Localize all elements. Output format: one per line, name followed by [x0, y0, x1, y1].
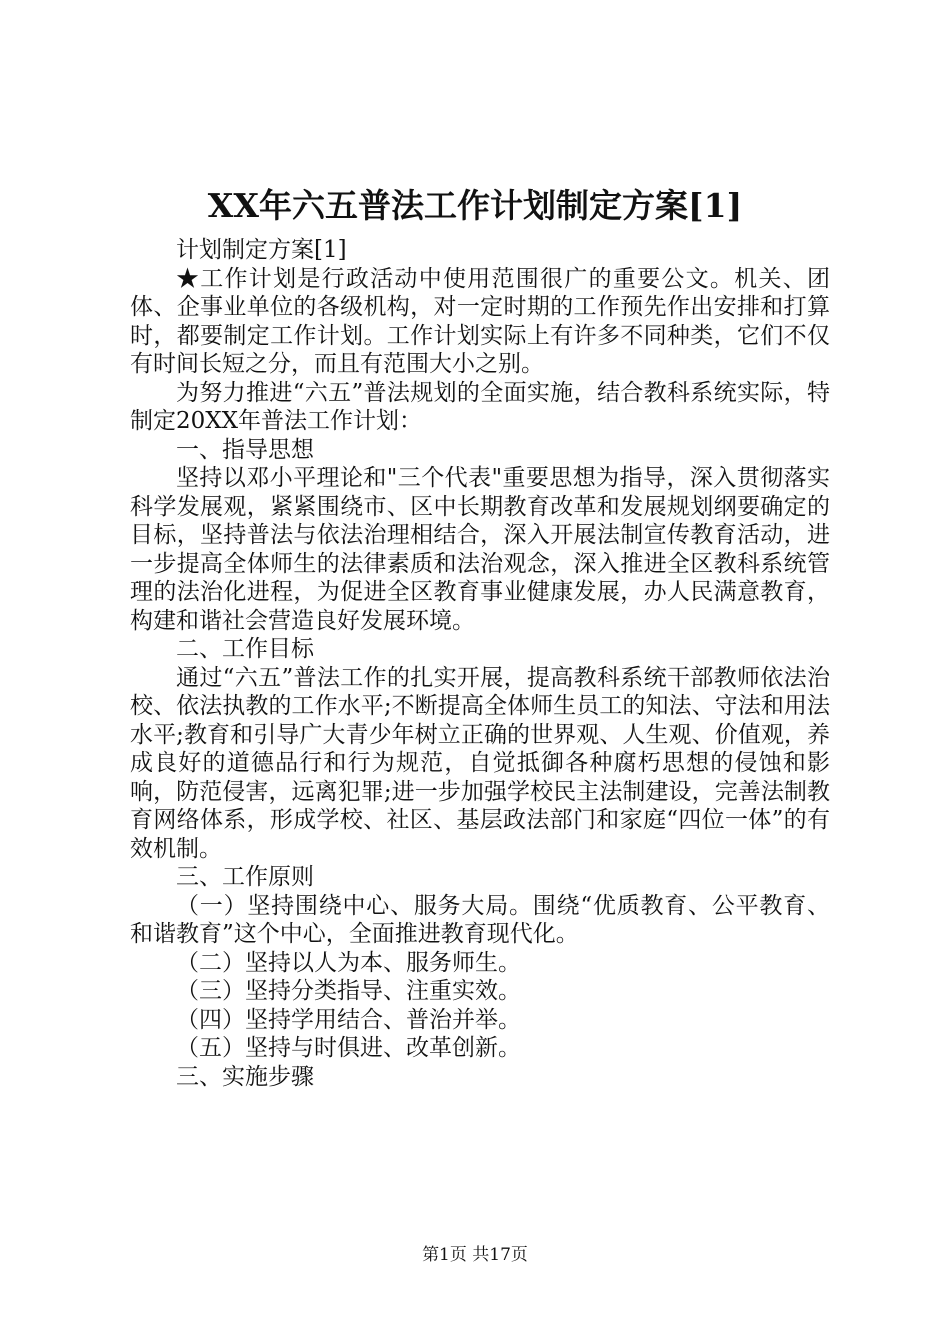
paragraph-purpose: 为努力推进“六五”普法规划的全面实施，结合教科系统实际，特制定20XX年普法工作计划：: [130, 379, 830, 434]
principle-item: （五）坚持与时俱进、改革创新。: [176, 1035, 521, 1061]
paragraph-intro: ★工作计划是行政活动中使用范围很广的重要公文。机关、团体、企事业单位的各级机构，对一定时期的工作预先作出安排和打算时，都要制定工作计划。工作计划实际上有许多不同种类，它们不仅有时间长短之分，而且有范围大小之别。: [130, 265, 830, 377]
principle-item: （一）坚持围绕中心、服务大局。围绕“优质教育、公平教育、和谐教育”这个中心，全面推进教育现代化。: [130, 892, 830, 947]
page-footer: 第1页 共17页: [422, 1245, 528, 1265]
heading-implementation-steps: 三、实施步骤: [176, 1063, 314, 1090]
paragraph-subtitle: 计划制定方案[1]: [176, 237, 347, 263]
heading-work-goals: 二、工作目标: [176, 636, 314, 662]
document-title: XX年六五普法工作计划制定方案[1]: [207, 186, 743, 225]
principle-item: （三）坚持分类指导、注重实效。: [176, 978, 521, 1004]
heading-work-principles: 三、工作原则: [176, 864, 314, 890]
paragraph-guiding-ideology: 坚持以邓小平理论和"三个代表"重要思想为指导，深入贯彻落实科学发展观，紧紧围绕市、区中长期教育改革和发展规划纲要确定的目标，坚持普法与依法治理相结合，深入开展法制宣传教育活动，进一步提高全体师生的法律素质和法治观念，深入推进全区教科系统管理的法治化进程，为促进全区教育事业健康发展，办人民满意教育，构建和谐社会营造良好发展环境。: [130, 465, 830, 634]
principle-item: （四）坚持学用结合、普治并举。: [176, 1006, 521, 1033]
heading-guiding-ideology: 一、指导思想: [176, 436, 314, 463]
principle-item: （二）坚持以人为本、服务师生。: [176, 949, 521, 976]
paragraph-work-goals: 通过“六五”普法工作的扎实开展，提高教科系统干部教师依法治校、依法执教的工作水平;不断提高全体师生员工的知法、守法和用法水平;教育和引导广大青少年树立正确的世界观、人生观、价值观，养成良好的道德品行和行为规范，自觉抵御各种腐朽思想的侵蚀和影响，防范侵害，远离犯罪;进一步加强学校民主法制建设，完善法制教育网络体系，形成学校、社区、基层政法部门和家庭“四位一体”的有效机制。: [130, 664, 830, 862]
document-body: [130, 236, 830, 1091]
